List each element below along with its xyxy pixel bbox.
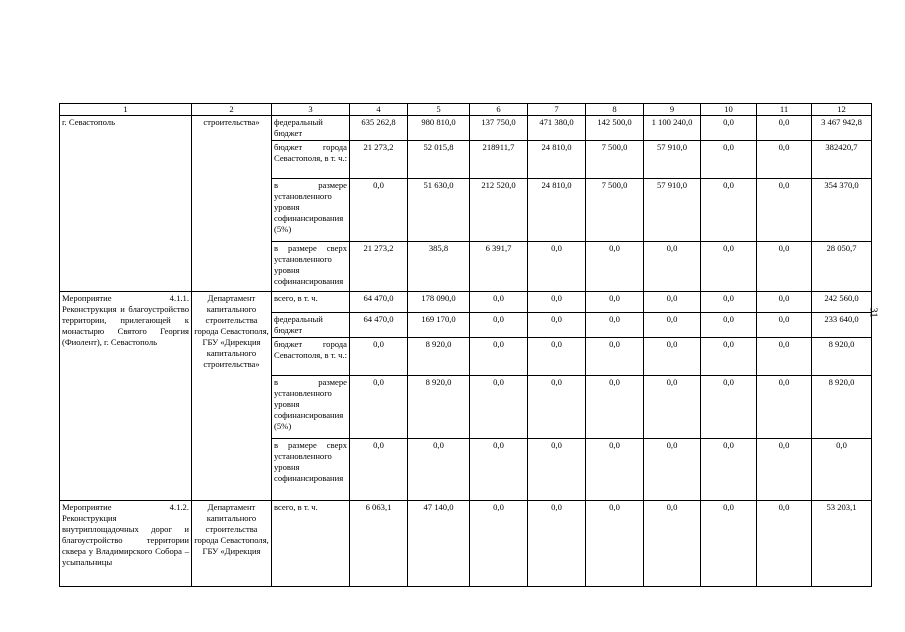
value-cell: 0,0	[586, 292, 644, 313]
value-cell: 0,0	[757, 501, 812, 587]
value-cell: 0,0	[701, 501, 757, 587]
value-cell: 0,0	[528, 501, 586, 587]
budget-table	[59, 103, 872, 587]
value-cell: 64 470,0	[350, 292, 408, 313]
table-row	[60, 501, 872, 587]
value-cell: 0,0	[701, 338, 757, 376]
value-cell: 0,0	[350, 179, 408, 242]
value-cell: 64 470,0	[350, 313, 408, 338]
value-cell: 0,0	[701, 292, 757, 313]
col-header: 11	[757, 104, 812, 116]
value-cell: 233 640,0	[812, 313, 872, 338]
col-header: 3	[272, 104, 350, 116]
value-cell: 8 920,0	[812, 376, 872, 439]
value-cell: 0,0	[586, 376, 644, 439]
value-cell: 178 090,0	[408, 292, 470, 313]
value-cell: 137 750,0	[470, 116, 528, 141]
value-cell: 0,0	[644, 313, 701, 338]
value-cell: 28 050,7	[812, 242, 872, 292]
value-cell: 382420,7	[812, 141, 872, 179]
value-cell: 0,0	[757, 116, 812, 141]
value-cell: 385,8	[408, 242, 470, 292]
value-cell: 0,0	[528, 313, 586, 338]
executor-cell: Департамент капитального строительства города Севастополя, ГБУ «Дирекция	[192, 501, 272, 587]
value-cell: 0,0	[470, 292, 528, 313]
value-cell: 0,0	[470, 313, 528, 338]
value-cell: 471 380,0	[528, 116, 586, 141]
value-cell: 7 500,0	[586, 141, 644, 179]
value-cell: 0,0	[470, 338, 528, 376]
value-cell: 169 170,0	[408, 313, 470, 338]
value-cell: 0,0	[528, 439, 586, 501]
value-cell: 0,0	[528, 292, 586, 313]
value-cell: 0,0	[528, 242, 586, 292]
value-cell: 57 910,0	[644, 141, 701, 179]
value-cell: 0,0	[701, 141, 757, 179]
value-cell: 51 630,0	[408, 179, 470, 242]
value-cell: 21 273,2	[350, 141, 408, 179]
value-cell: 0,0	[350, 338, 408, 376]
value-cell: 0,0	[350, 439, 408, 501]
col-header: 5	[408, 104, 470, 116]
value-cell: 0,0	[586, 439, 644, 501]
source-cell: всего, в т. ч.	[272, 292, 350, 313]
value-cell: 0,0	[701, 242, 757, 292]
col-header: 10	[701, 104, 757, 116]
value-cell: 6 063,1	[350, 501, 408, 587]
col-header: 7	[528, 104, 586, 116]
value-cell: 0,0	[644, 338, 701, 376]
value-cell: 0,0	[644, 501, 701, 587]
value-cell: 0,0	[757, 179, 812, 242]
col-header: 2	[192, 104, 272, 116]
source-cell: в размере сверх установленного уровня софинансирования	[272, 439, 350, 501]
value-cell: 0,0	[528, 338, 586, 376]
value-cell: 0,0	[757, 376, 812, 439]
value-cell: 0,0	[757, 292, 812, 313]
event-name-cell: Мероприятие 4.1.1. Реконструкция и благоустройство территории, прилегающей к монастырю Святого Георгия (Фиолент), г. Севастополь	[60, 292, 192, 501]
value-cell: 0,0	[757, 141, 812, 179]
col-header: 4	[350, 104, 408, 116]
source-cell: в размере установленного уровня софинансирования (5%)	[272, 376, 350, 439]
value-cell: 0,0	[644, 292, 701, 313]
table-row	[60, 116, 872, 141]
value-cell: 3 467 942,8	[812, 116, 872, 141]
value-cell: 52 015,8	[408, 141, 470, 179]
source-cell: бюджет города Севастополя, в т. ч.:	[272, 338, 350, 376]
col-header: 6	[470, 104, 528, 116]
value-cell: 7 500,0	[586, 179, 644, 242]
page-number: 31	[867, 307, 879, 318]
value-cell: 0,0	[350, 376, 408, 439]
value-cell: 0,0	[701, 116, 757, 141]
value-cell: 242 560,0	[812, 292, 872, 313]
executor-cell: строительства»	[192, 116, 272, 292]
value-cell: 0,0	[757, 338, 812, 376]
value-cell: 24 810,0	[528, 141, 586, 179]
value-cell: 0,0	[470, 439, 528, 501]
value-cell: 0,0	[757, 242, 812, 292]
value-cell: 0,0	[586, 501, 644, 587]
value-cell: 0,0	[586, 242, 644, 292]
value-cell: 0,0	[586, 338, 644, 376]
value-cell: 635 262,8	[350, 116, 408, 141]
value-cell: 218911,7	[470, 141, 528, 179]
value-cell: 0,0	[470, 376, 528, 439]
value-cell: 142 500,0	[586, 116, 644, 141]
value-cell: 57 910,0	[644, 179, 701, 242]
event-name-cell: Мероприятие 4.1.2. Реконструкция внутриплощадочных дорог и благоустройство территории сквера у Владимирского Собора – усыпальницы	[60, 501, 192, 587]
value-cell: 8 920,0	[812, 338, 872, 376]
col-header: 8	[586, 104, 644, 116]
value-cell: 354 370,0	[812, 179, 872, 242]
col-header: 1	[60, 104, 192, 116]
value-cell: 53 203,1	[812, 501, 872, 587]
event-name-cell: г. Севастополь	[60, 116, 192, 292]
value-cell: 1 100 240,0	[644, 116, 701, 141]
table-row	[60, 292, 872, 313]
value-cell: 21 273,2	[350, 242, 408, 292]
source-cell: в размере установленного уровня софинансирования (5%)	[272, 179, 350, 242]
source-cell: федеральный бюджет	[272, 116, 350, 141]
value-cell: 6 391,7	[470, 242, 528, 292]
col-header: 9	[644, 104, 701, 116]
header-row	[60, 104, 872, 116]
col-header: 12	[812, 104, 872, 116]
value-cell: 212 520,0	[470, 179, 528, 242]
value-cell: 0,0	[757, 439, 812, 501]
source-cell: федеральный бюджет	[272, 313, 350, 338]
value-cell: 0,0	[701, 439, 757, 501]
value-cell: 47 140,0	[408, 501, 470, 587]
value-cell: 8 920,0	[408, 338, 470, 376]
value-cell: 0,0	[586, 313, 644, 338]
value-cell: 8 920,0	[408, 376, 470, 439]
executor-cell: Департамент капитального строительства города Севастополя, ГБУ «Дирекция капитального строительства»	[192, 292, 272, 501]
value-cell: 0,0	[757, 313, 812, 338]
source-cell: в размере сверх установленного уровня софинансирования	[272, 242, 350, 292]
value-cell: 0,0	[812, 439, 872, 501]
value-cell: 0,0	[644, 439, 701, 501]
value-cell: 0,0	[644, 376, 701, 439]
source-cell: бюджет города Севастополя, в т. ч.:	[272, 141, 350, 179]
value-cell: 0,0	[528, 376, 586, 439]
value-cell: 980 810,0	[408, 116, 470, 141]
value-cell: 0,0	[701, 179, 757, 242]
value-cell: 0,0	[408, 439, 470, 501]
value-cell: 0,0	[701, 376, 757, 439]
value-cell: 24 810,0	[528, 179, 586, 242]
value-cell: 0,0	[701, 313, 757, 338]
value-cell: 0,0	[644, 242, 701, 292]
value-cell: 0,0	[470, 501, 528, 587]
source-cell: всего, в т. ч.	[272, 501, 350, 587]
